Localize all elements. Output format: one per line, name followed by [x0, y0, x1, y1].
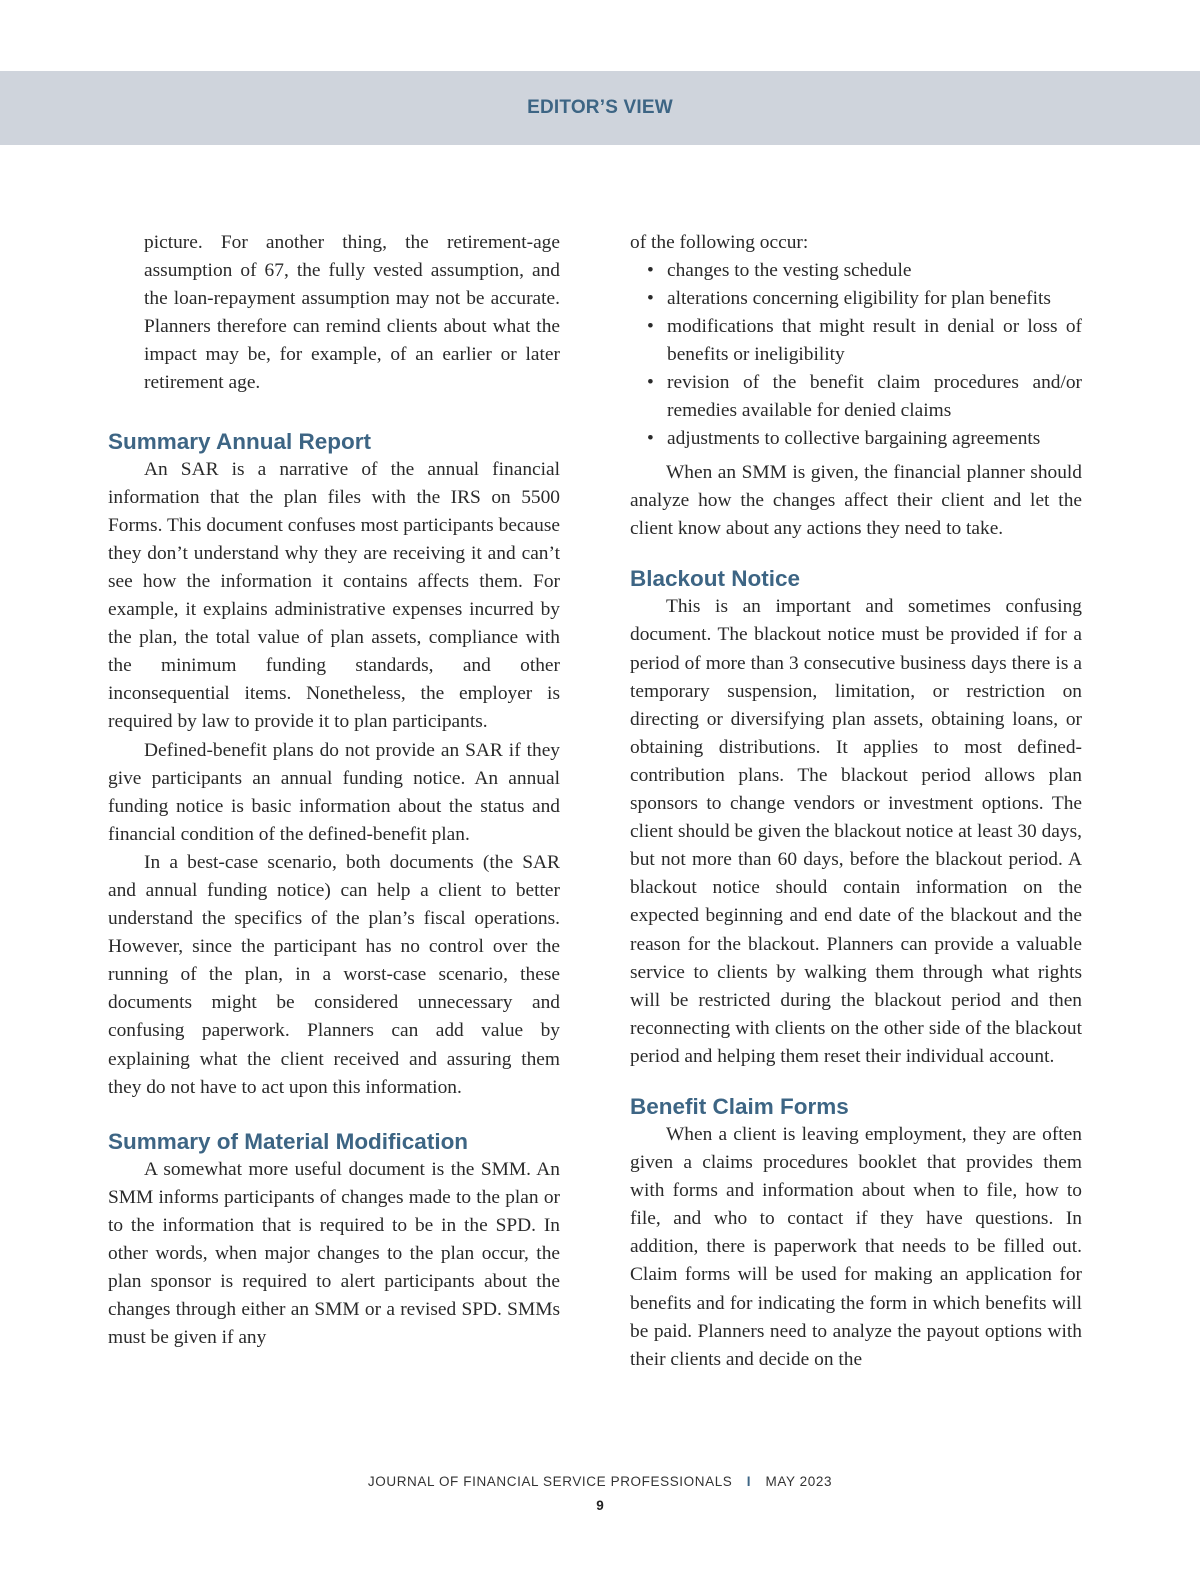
list-item: • adjustments to collective bargaining agreements — [630, 425, 1082, 453]
footer-line — [0, 1474, 1200, 1489]
heading-summary-material-modification: Summary of Material Modification — [108, 1128, 469, 1154]
claim-paragraph-1: When a client is leaving employment, they are often given a claims procedures booklet that provides them with forms and information about when to file, how to file, and who to contact if they have questions. In addition, there is paperwork that needs to be filled out. Claim forms will be used for making an application for benefits and for indicating the form in which benefits will be paid. Planners need to analyze the payout options with their clients and decide on the — [630, 1123, 1082, 1370]
intro-paragraph: picture. For another thing, the retirement-age assumption of 67, the fully vested assumption, and the loan-repayment assumption may not be accurate. Planners therefore can remind clients about what the impact may be, for example, of an earlier or later retirement age. — [144, 232, 560, 394]
bullet-icon: • — [647, 372, 654, 394]
journal-name: JOURNAL OF FINANCIAL SERVICE PROFESSIONALS — [367, 1474, 733, 1489]
heading-benefit-claim-forms: Benefit Claim Forms — [630, 1093, 849, 1119]
page-footer — [0, 1474, 1200, 1513]
heading-summary-annual-report: Summary Annual Report — [108, 428, 371, 454]
smm-continuation: of the following occur: — [630, 232, 809, 253]
header-banner — [0, 71, 1200, 145]
list-item: • modifications that might result in denial or loss of benefits or ineligibility — [630, 313, 1082, 369]
smm-paragraph-2: When an SMM is given, the financial planner should analyze how the changes affect their client and let the client know about any actions they need to take. — [630, 462, 1082, 540]
blackout-paragraph-1: This is an important and sometimes confusing document. The blackout notice must be provided if for a period of more than 3 consecutive business days there is a temporary suspension, limitation, or restriction on directing or diversifying plan assets, obtaining loans, or obtaining distributions. It applies to most defined-contribution plans. The blackout period allows plan sponsors to change vendors or investment options. The client should be given the blackout notice at least 30 days, but not more than 60 days, before the blackout period. A blackout notice should contain information on the expected beginning and end date of the blackout and the reason for the blackout. Planners can provide a valuable service to clients by walking them through what rights will be restricted during the blackout period and then reconnecting with clients on the other side of the blackout period and helping them reset their individual account. — [630, 596, 1082, 1067]
bullet-icon: • — [647, 316, 654, 338]
heading-blackout-notice: Blackout Notice — [630, 566, 801, 592]
list-item: • revision of the benefit claim procedures and/or remedies available for denied claims — [630, 369, 1082, 425]
bullet-icon: • — [647, 428, 654, 450]
bullet-icon: • — [647, 288, 654, 310]
list-item: • alterations concerning eligibility for plan benefits — [630, 285, 1082, 313]
bullet-icon: • — [647, 260, 654, 282]
section-title: EDITOR’S VIEW — [527, 97, 673, 118]
issue-date: MAY 2023 — [765, 1474, 833, 1489]
page-number: 9 — [596, 1498, 604, 1513]
sar-paragraph-1: An SAR is a narrative of the annual financial information that the plan files with the IRS on 5500 Forms. This document confuses most participants because they don’t understand why they are receiving it and can’t see how the information it contains affects them. For example, it explains administrative expenses incurred by the plan, the total value of plan assets, compliance with the minimum funding standards, and other inconsequential items. Nonetheless, the employer is required by law to provide it to plan participants. — [108, 458, 560, 733]
smm-paragraph-1: A somewhat more useful document is the SMM. An SMM informs participants of changes made to the plan or to the information that is required to be in the SPD. In other words, when major changes to the plan occur, the plan sponsor is required to alert participants about the changes through either an SMM or a revised SPD. SMMs must be given if any — [108, 1158, 560, 1349]
sar-paragraph-3: In a best-case scenario, both documents (the SAR and annual funding notice) can help a client to better understand the specifics of the plan’s fiscal operations. However, since the participant has no control over the running of the plan, in a worst-case scenario, these documents might be considered unnecessary and confusing paperwork. Planners can add value by explaining what the client received and assuring them they do not have to act upon this information. — [108, 851, 560, 1098]
right-column — [630, 229, 1082, 1374]
left-column — [108, 229, 560, 1352]
sar-paragraph-2: Defined-benefit plans do not provide an SAR if they give participants an annual funding notice. An annual funding notice is basic information about the status and financial condition of the defined-benefit plan. — [108, 739, 560, 845]
list-item: • changes to the vesting schedule — [630, 257, 1082, 285]
smm-change-list — [630, 257, 1082, 453]
footer-separator: I — [746, 1474, 752, 1489]
